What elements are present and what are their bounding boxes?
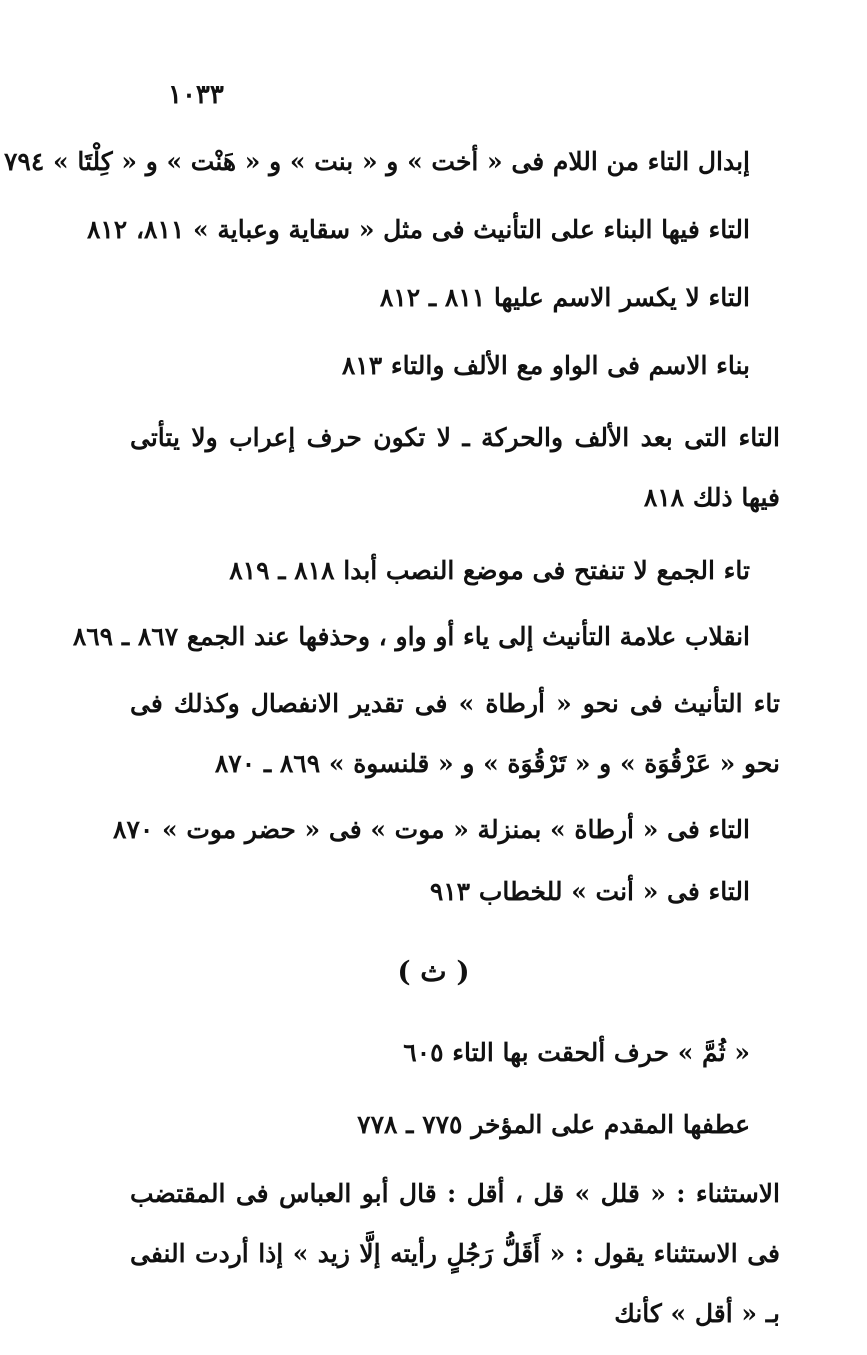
index-entry: تاء الجمع لا تنفتح فى موضع النصب أبدا ٨١٨ ـ ٨١٩ — [229, 556, 750, 585]
index-entry: التاء فى « أنت » للخطاب ٩١٣ — [429, 877, 750, 906]
index-entry: التاء لا يكسر الاسم عليها ٨١١ ـ ٨١٢ — [379, 283, 750, 312]
index-entry: الاستثناء : « قلل » قل ، أقل : قال أبو العباس فى المقتضب فى الاستثناء يقول : « أَقَلُّ رَجُلٍ رأيته إلَّا زيد » إذا أردت النفى بـ « أقل » كأنك — [130, 1179, 780, 1328]
page-number: ١٠٣٣ — [168, 80, 224, 110]
section-heading: ( ث ) — [397, 955, 470, 988]
index-entry: تاء التأنيث فى نحو « أرطاة » فى تقدير الانفصال وكذلك فى نحو « عَرْقُوَة » و « تَرْقُوَة » و « قلنسوة » ٨٦٩ ـ ٨٧٠ — [130, 689, 780, 778]
index-entry: التاء التى بعد الألف والحركة ـ لا تكون حرف إعراب ولا يتأتى فيها ذلك ٨١٨ — [130, 423, 780, 512]
index-entry: التاء فيها البناء على التأنيث فى مثل « سقاية وعباية » ٨١١، ٨١٢ — [86, 215, 750, 244]
index-entry: عطفها المقدم على المؤخر ٧٧٥ ـ ٧٧٨ — [357, 1110, 750, 1139]
index-entry: بناء الاسم فى الواو مع الألف والتاء ٨١٣ — [341, 351, 750, 380]
index-entry: انقلاب علامة التأنيث إلى ياء أو واو ، وحذفها عند الجمع ٨٦٧ ـ ٨٦٩ — [72, 622, 750, 651]
index-entry: التاء فى « أرطاة » بمنزلة « موت » فى « حضر موت » ٨٧٠ — [113, 815, 750, 844]
index-entry: « ثُمَّ » حرف ألحقت بها التاء ٦٠٥ — [403, 1038, 750, 1067]
index-entry: إبدال التاء من اللام فى « أخت » و « بنت » و « هَنْت » و « كِلْتَا » ٧٩٤ — [4, 147, 750, 176]
